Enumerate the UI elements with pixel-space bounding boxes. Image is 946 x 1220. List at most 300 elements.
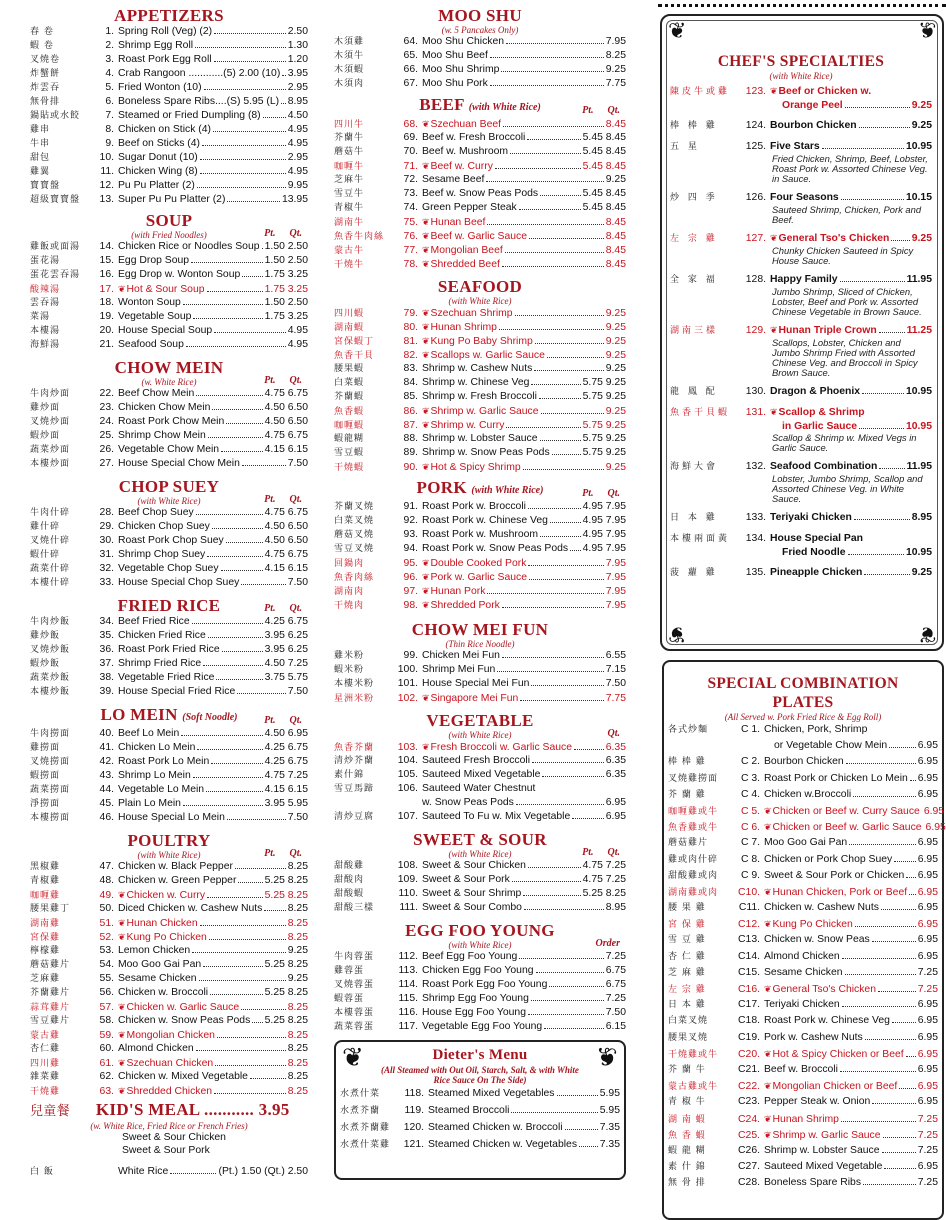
item-name: General Tso's Chicken [778, 233, 890, 244]
menu-item[interactable] [30, 727, 308, 741]
leader-dots [212, 401, 262, 410]
section-title-text: EGG FOO YOUNG [405, 921, 555, 940]
combo-item[interactable] [668, 1175, 938, 1191]
menu-item[interactable] [334, 859, 626, 873]
combo-item[interactable] [668, 1127, 938, 1143]
leader-dots [502, 649, 604, 658]
item-number: 126. [745, 192, 766, 203]
combo-item[interactable] [668, 1030, 938, 1046]
menu-item[interactable] [334, 159, 626, 173]
item-price: 4.75 6.75 [264, 430, 308, 441]
menu-item[interactable] [30, 1070, 308, 1084]
combo-item[interactable] [668, 819, 946, 835]
menu-item[interactable] [30, 888, 308, 902]
combo-item[interactable] [668, 787, 938, 803]
menu-item[interactable] [334, 446, 626, 460]
item-name: Crab Rangoon ............(5) 2.00 (10) [118, 68, 281, 79]
specialty-header [670, 232, 932, 246]
menu-item[interactable] [30, 39, 308, 53]
combo-item[interactable] [668, 1046, 938, 1062]
item-name: House Special Fried Rice [118, 686, 236, 697]
kids-meal-item[interactable]: Sweet & Sour Pork [122, 1145, 210, 1156]
item-number: 23. [99, 402, 114, 413]
item-number: 94. [403, 543, 418, 554]
menu-item[interactable] [30, 151, 308, 165]
item-price: 9.25 [911, 233, 932, 244]
menu-item[interactable] [30, 972, 308, 986]
item-number: 134. [745, 533, 766, 544]
item-price: 7.50 [287, 458, 308, 469]
section-kids-meal [30, 1100, 308, 1179]
leader-dots [181, 727, 262, 736]
leader-dots [183, 296, 263, 305]
item-chinese-name: 四川牛 [334, 120, 365, 130]
item-name: Shredded Pork [430, 600, 500, 611]
menu-item[interactable] [30, 643, 308, 657]
item-chinese-name: 芥 蘭 牛 [668, 1064, 706, 1075]
item-price: 4.50 [287, 110, 308, 121]
leader-dots [549, 978, 603, 987]
menu-item[interactable] [334, 460, 626, 474]
menu-item[interactable] [30, 1056, 308, 1070]
item-name: Super Pu Pu Platter (2) [118, 194, 226, 205]
combo-item[interactable] [668, 916, 938, 932]
item-number: 42. [99, 756, 114, 767]
item-chinese-name: 青椒牛 [334, 203, 365, 213]
menu-item[interactable] [334, 1020, 626, 1034]
leader-dots [214, 324, 286, 333]
menu-item[interactable] [334, 500, 626, 514]
item-chinese-name: 魚香蝦 [334, 407, 365, 417]
combo-item[interactable] [668, 852, 938, 868]
item-name: Four Seasons [770, 192, 839, 203]
menu-item[interactable] [30, 282, 308, 296]
item-price: 6.95 [917, 772, 938, 784]
section-title-text: CHOW MEIN [114, 358, 224, 377]
specialty-item[interactable] [670, 385, 932, 399]
menu-item[interactable] [30, 310, 308, 324]
item-price: 5.45 8.45 [582, 188, 626, 199]
item-name: Chicken w. Snow Peas Pods [118, 1015, 251, 1026]
leader-dots [208, 429, 263, 438]
menu-item[interactable] [30, 902, 308, 916]
menu-item[interactable] [340, 1102, 620, 1119]
menu-item[interactable] [30, 324, 308, 338]
specialty-item[interactable] [670, 119, 932, 133]
item-name: Shrimp Fried Rice [118, 658, 202, 669]
hot-spicy-icon: ❦ [118, 284, 126, 294]
menu-item[interactable] [30, 415, 308, 429]
menu-item[interactable] [334, 404, 626, 418]
menu-item[interactable] [334, 187, 626, 201]
item-number: 133. [745, 512, 766, 523]
item-number: 127. [745, 233, 766, 244]
menu-item[interactable] [334, 306, 626, 320]
menu-item[interactable] [30, 296, 308, 310]
item-name: Hot & Sour Soup [126, 284, 205, 295]
menu-item[interactable] [30, 520, 308, 534]
section-pork [334, 478, 626, 612]
leader-dots [211, 755, 262, 764]
menu-item[interactable] [334, 782, 626, 796]
menu-item[interactable] [30, 562, 308, 576]
menu-item[interactable] [334, 901, 626, 915]
item-number: 53. [99, 945, 114, 956]
menu-item[interactable] [30, 240, 308, 254]
combo-item[interactable] [668, 997, 938, 1013]
menu-item[interactable] [334, 992, 626, 1006]
item-price: 8.25 [287, 932, 308, 943]
item-chinese-name: 木須肉 [334, 79, 365, 89]
menu-item[interactable] [334, 362, 626, 376]
menu-item[interactable] [30, 1042, 308, 1056]
item-price: 11.25 [906, 325, 932, 336]
price-header [264, 228, 302, 239]
leader-dots [574, 741, 604, 750]
menu-item[interactable] [334, 598, 626, 612]
menu-item[interactable] [340, 1085, 620, 1102]
specialty-item[interactable] [670, 324, 932, 378]
combo-item[interactable] [668, 738, 938, 754]
leader-dots [570, 542, 581, 551]
column-left [30, 0, 308, 1179]
item-chinese-name: 咖喱牛 [334, 162, 365, 172]
leader-dots [213, 123, 286, 132]
menu-item[interactable] [30, 25, 308, 39]
menu-item[interactable] [30, 109, 308, 123]
item-number: 15. [99, 255, 114, 266]
combo-item[interactable] [668, 1062, 938, 1078]
menu-item[interactable] [30, 685, 308, 699]
hot-spicy-icon: ❦ [422, 119, 430, 129]
item-name: Beef Chow Mein [118, 388, 195, 399]
combo-item[interactable] [668, 1094, 938, 1110]
menu-item[interactable] [30, 874, 308, 888]
item-number: 98. [403, 600, 418, 611]
menu-item[interactable] [340, 1136, 620, 1153]
item-chinese-name: 芥 蘭 雞 [668, 789, 706, 800]
specialty-header [670, 119, 932, 133]
combo-item[interactable] [668, 900, 938, 916]
leader-dots [203, 657, 263, 666]
specialty-item[interactable] [670, 273, 932, 317]
menu-item[interactable] [30, 797, 308, 811]
combo-item[interactable] [668, 1159, 938, 1175]
leader-dots [884, 1160, 915, 1169]
item-name: White Rice [118, 1166, 169, 1177]
menu-item[interactable] [30, 387, 308, 401]
item-name: Beef w. Broccoli [764, 1063, 838, 1075]
menu-item[interactable] [30, 95, 308, 109]
menu-item[interactable] [334, 542, 626, 556]
leader-dots [524, 901, 604, 910]
menu-item[interactable] [30, 429, 308, 443]
menu-item[interactable] [30, 457, 308, 471]
menu-item[interactable] [334, 348, 626, 362]
menu-item[interactable] [334, 691, 626, 705]
item-chinese-name: 干燒蝦 [334, 463, 365, 473]
floral-corner-icon: ❦ [917, 622, 936, 647]
section-title-note: (with White Rice) [471, 485, 544, 496]
menu-item[interactable] [30, 268, 308, 282]
combo-item[interactable] [668, 771, 938, 787]
combo-item[interactable] [668, 1013, 938, 1029]
item-price: 6.95 [917, 1081, 938, 1093]
item-description: Sauteed Shrimp, Chicken, Pork and Beef. [772, 204, 922, 225]
menu-item[interactable] [30, 338, 308, 352]
leader-dots [226, 415, 262, 424]
menu-item[interactable] [30, 81, 308, 95]
item-price: 1.20 [287, 54, 308, 65]
specialty-header [670, 191, 932, 205]
item-chinese-name: 湖南牛 [334, 218, 365, 228]
menu-item[interactable] [334, 740, 626, 754]
section-dieters-menu [334, 1040, 626, 1180]
item-price: 4.95 [287, 138, 308, 149]
menu-item[interactable] [334, 649, 626, 663]
menu-item[interactable] [30, 671, 308, 685]
item-name: House Special Soup [118, 325, 213, 336]
menu-item[interactable] [334, 663, 626, 677]
leader-dots [547, 349, 604, 358]
menu-item[interactable] [30, 1028, 308, 1042]
menu-item[interactable] [334, 514, 626, 528]
leader-dots [899, 1080, 915, 1089]
menu-item[interactable] [334, 131, 626, 145]
menu-item[interactable] [30, 811, 308, 825]
combo-item[interactable] [668, 1111, 938, 1127]
menu-item[interactable] [30, 986, 308, 1000]
menu-item[interactable] [30, 401, 308, 415]
item-number: C13. [738, 934, 760, 946]
specialty-item[interactable] [670, 232, 932, 266]
menu-item[interactable] [30, 193, 308, 207]
combo-item[interactable] [668, 868, 938, 884]
item-number: 26. [99, 444, 114, 455]
leader-dots [199, 972, 286, 981]
menu-item[interactable] [334, 1006, 626, 1020]
item-name: Moo Goo Gai Pan [764, 837, 848, 849]
hot-spicy-icon: ❦ [422, 586, 430, 596]
item-chinese-name: 酸辣湯 [30, 285, 61, 295]
leader-dots [523, 461, 604, 470]
specialty-item[interactable] [670, 511, 932, 525]
menu-item[interactable] [334, 320, 626, 334]
item-price: 5.25 8.25 [264, 1015, 308, 1026]
menu-item[interactable] [334, 257, 626, 271]
menu-item[interactable] [30, 860, 308, 874]
menu-item[interactable] [334, 117, 626, 131]
item-price: 8.25 [287, 1058, 308, 1069]
menu-item[interactable] [334, 390, 626, 404]
item-chinese-name: 叉燒炒面 [30, 417, 71, 427]
item-name: Chicken w. Black Pepper [118, 861, 233, 872]
menu-item[interactable] [30, 755, 308, 769]
kids-meal-item[interactable]: Sweet & Sour Chicken [122, 1132, 226, 1143]
section-title [334, 277, 626, 296]
specialty-item[interactable] [670, 406, 932, 453]
menu-item[interactable] [30, 783, 308, 797]
menu-item[interactable] [334, 49, 626, 63]
menu-item[interactable] [334, 215, 626, 229]
menu-item[interactable] [30, 615, 308, 629]
item-name: Hot & Spicy Shrimp [430, 462, 521, 473]
menu-item[interactable] [334, 556, 626, 570]
menu-item[interactable] [30, 657, 308, 671]
combo-item[interactable] [668, 981, 938, 997]
menu-item[interactable] [334, 873, 626, 887]
combo-item[interactable] [668, 722, 938, 738]
item-name: Beef w. Garlic Sauce [430, 231, 527, 242]
leader-dots [529, 571, 604, 580]
specialty-item[interactable] [670, 460, 932, 504]
menu-item[interactable] [30, 1084, 308, 1098]
combo-item[interactable] [668, 1078, 938, 1094]
leader-dots [212, 520, 263, 529]
menu-item[interactable] [30, 930, 308, 944]
item-name: Chicken w. Snow Peas [764, 934, 870, 946]
item-name: Beef on Sticks (4) [118, 138, 201, 149]
menu-item[interactable] [334, 418, 626, 432]
menu-item[interactable] [30, 916, 308, 930]
item-chinese-name: 本樓蓉蛋 [334, 1008, 375, 1018]
section-title [334, 921, 626, 940]
menu-item[interactable] [30, 576, 308, 590]
item-chinese-name: 魚香干貝 [334, 351, 375, 361]
combo-item[interactable] [668, 754, 938, 770]
item-chinese-name: 本樓炒面 [30, 459, 71, 469]
menu-item[interactable] [30, 506, 308, 520]
combo-item[interactable] [668, 1143, 938, 1159]
menu-item[interactable] [30, 1000, 308, 1014]
menu-item[interactable] [30, 944, 308, 958]
menu-item[interactable] [30, 254, 308, 268]
item-number: C11. [738, 902, 760, 914]
menu-item[interactable] [30, 629, 308, 643]
item-price: 7.50 [287, 812, 308, 823]
menu-item[interactable] [334, 570, 626, 584]
menu-item[interactable] [334, 77, 626, 91]
menu-item[interactable] [334, 243, 626, 257]
specialty-item[interactable] [670, 85, 932, 112]
item-number: 100. [397, 664, 418, 675]
menu-item[interactable] [334, 173, 626, 187]
item-number: 80. [403, 322, 418, 333]
menu-item-white-rice[interactable] [30, 1165, 308, 1179]
menu-item[interactable] [334, 63, 626, 77]
menu-item[interactable] [334, 810, 626, 824]
menu-item[interactable] [30, 1014, 308, 1028]
menu-item[interactable] [334, 796, 626, 810]
combo-item[interactable] [668, 884, 938, 900]
item-number: C28. [738, 1177, 760, 1189]
item-name: Beef w. Snow Peas Pods [422, 188, 539, 199]
menu-item[interactable] [334, 334, 626, 348]
menu-item[interactable] [30, 53, 308, 67]
menu-item[interactable] [30, 123, 308, 137]
menu-item[interactable] [334, 201, 626, 215]
item-description: Jumbo Shrimp, Sliced of Chicken, Lobster, Beef and Pork w. Assorted Chinese Vegetable in Brown Sauce. [772, 286, 922, 317]
menu-item[interactable] [334, 677, 626, 691]
item-number: 82. [403, 350, 418, 361]
menu-item[interactable] [30, 741, 308, 755]
combo-item[interactable] [668, 835, 938, 851]
menu-item[interactable] [30, 769, 308, 783]
menu-item[interactable] [334, 584, 626, 598]
item-name: Sweet & Sour Pork [422, 874, 510, 885]
item-price: 8.25 [605, 50, 626, 61]
menu-item[interactable] [334, 887, 626, 901]
item-number: 129. [745, 325, 766, 336]
specialty-item[interactable] [670, 191, 932, 225]
menu-item[interactable] [334, 528, 626, 542]
item-name: House Special Chow Mein [118, 458, 240, 469]
item-number: C 9. [740, 869, 760, 881]
menu-item[interactable] [30, 443, 308, 457]
menu-item[interactable] [334, 432, 626, 446]
menu-item[interactable] [334, 35, 626, 49]
menu-item[interactable] [334, 376, 626, 390]
item-chinese-name: 白菜蝦 [334, 378, 365, 388]
menu-item[interactable] [334, 145, 626, 159]
menu-item[interactable] [340, 1119, 620, 1136]
leader-dots [528, 557, 603, 566]
menu-item[interactable] [30, 958, 308, 972]
menu-item[interactable] [334, 950, 626, 964]
menu-item[interactable] [30, 548, 308, 562]
combo-item[interactable] [668, 803, 945, 819]
specialty-header [670, 85, 932, 99]
hot-spicy-icon: ❦ [422, 693, 430, 703]
combo-item[interactable] [668, 932, 938, 948]
item-chinese-name: 叉燒炒飯 [30, 645, 71, 655]
leader-dots [511, 1104, 597, 1113]
menu-item[interactable] [334, 964, 626, 978]
specialty-item[interactable] [670, 566, 932, 580]
specialty-header [670, 385, 932, 399]
menu-item[interactable] [30, 179, 308, 193]
item-chinese-name: 雞撈面 [30, 743, 61, 753]
item-number: C 1. [740, 724, 760, 735]
leader-dots [214, 25, 286, 34]
leader-dots [544, 1020, 604, 1029]
item-chinese-name: 雪豆叉燒 [334, 544, 375, 554]
menu-item[interactable] [30, 137, 308, 151]
specialty-item[interactable] [670, 532, 932, 559]
price-header-qt: Qt. [607, 847, 620, 858]
item-number: 78. [403, 259, 418, 270]
item-name: Pork w. Garlic Sauce [430, 572, 527, 583]
item-price: 6.75 [605, 965, 626, 976]
combo-item[interactable] [668, 965, 938, 981]
menu-item[interactable] [334, 768, 626, 782]
item-name: Chicken or Beef w. Garlic Sauce [772, 822, 922, 834]
combo-item[interactable] [668, 949, 938, 965]
menu-item[interactable] [30, 165, 308, 179]
menu-item[interactable] [30, 67, 308, 81]
menu-item[interactable] [30, 534, 308, 548]
menu-item[interactable] [334, 978, 626, 992]
leader-dots [192, 944, 286, 953]
menu-item[interactable] [334, 229, 626, 243]
item-chinese-name: 杏 仁 雞 [668, 951, 706, 962]
item-price: 8.95 [605, 902, 626, 913]
item-number: C 2. [740, 756, 760, 768]
leader-dots [226, 534, 263, 543]
hot-spicy-icon: ❦ [422, 420, 430, 430]
specialty-item[interactable] [670, 140, 932, 184]
menu-item[interactable] [334, 754, 626, 768]
